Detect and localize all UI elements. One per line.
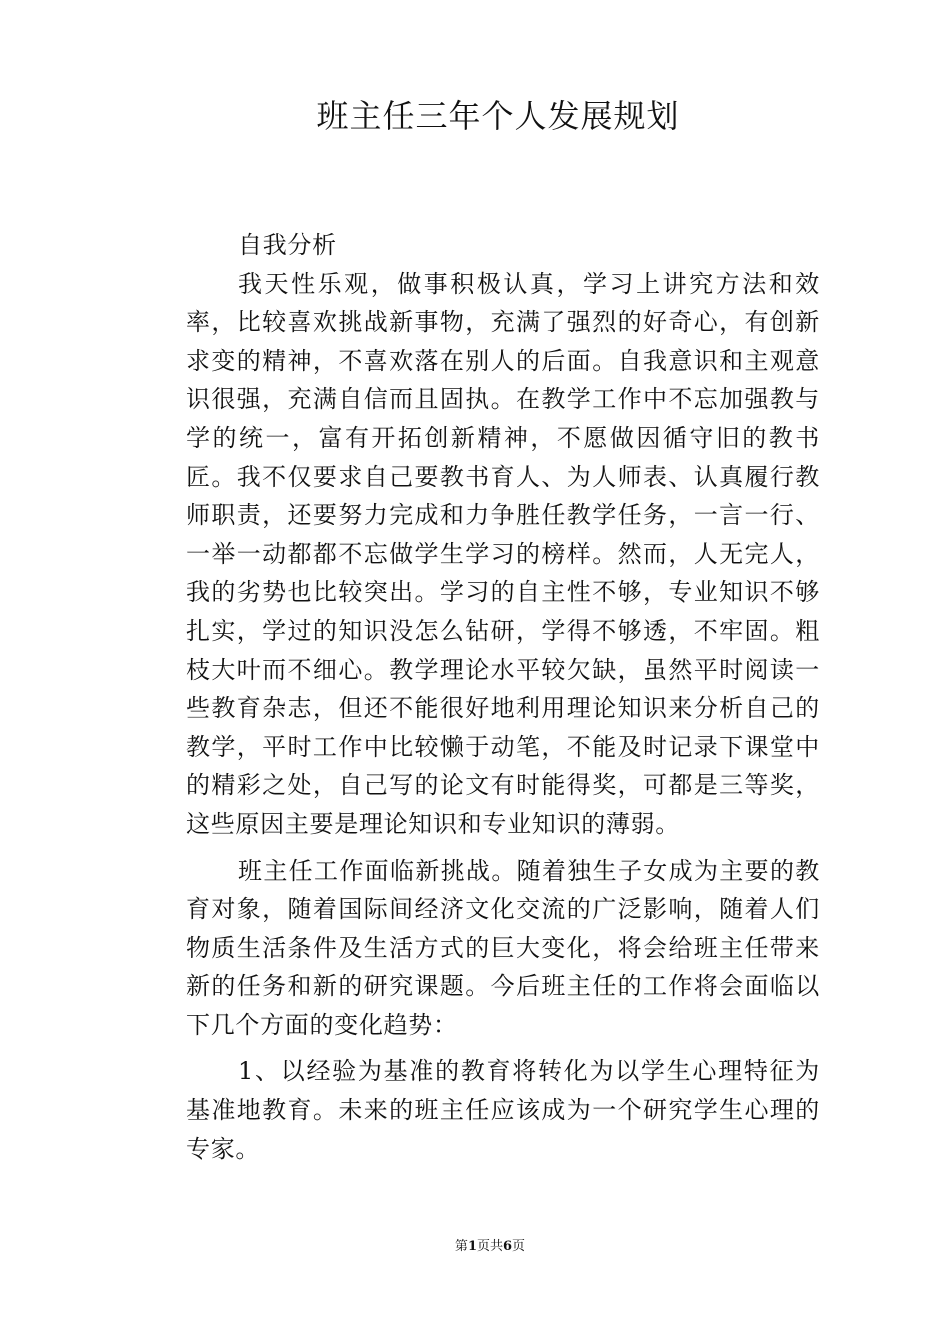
footer-total-pages: 6: [503, 1239, 513, 1254]
document-title: 班主任三年个人发展规划: [316, 97, 680, 135]
paragraph-trend-1: 1、以经验为基准的教育将转化为以学生心理特征为基准地教育。未来的班主任应该成为一个研究学生心理的专家。: [186, 1057, 820, 1163]
footer-suffix: 页: [512, 1239, 526, 1254]
paragraph-self-analysis: 我天性乐观，做事积极认真，学习上讲究方法和效率，比较喜欢挑战新事物，充满了强烈的好奇心，有创新求变的精神，不喜欢落在别人的后面。自我意识和主观意识很强，充满自信而且固执。在教学工作中不忘加强教与学的统一，富有开拓创新精神，不愿做因循守旧的教书匠。我不仅要求自己要教书育人、为人师表、认真履行教师职责，还要努力完成和力争胜任教学任务，一言一行、一举一动都都不忘做学生学习的榜样。然而，人无完人，我的劣势也比较突出。学习的自主性不够，专业知识不够扎实，学过的知识没怎么钻研，学得不够透，不牢固。粗枝大叶而不细心。教学理论水平较欠缺，虽然平时阅读一些教育杂志，但还不能很好地利用理论知识来分析自己的教学，平时工作中比较懒于动笔，不能及时记录下课堂中的精彩之处，自己写的论文有时能得奖，可都是三等奖，这些原因主要是理论知识和专业知识的薄弱。: [186, 269, 820, 838]
paragraph-new-challenges: 班主任工作面临新挑战。随着独生子女成为主要的教育对象，随着国际间经济文化交流的广泛影响，随着人们物质生活条件及生活方式的巨大变化，将会给班主任带来新的任务和新的研究课题。今后班主任的工作将会面临以下几个方面的变化趋势：: [186, 856, 820, 1039]
section-heading: 自我分析: [238, 231, 337, 259]
document-body: [186, 226, 820, 1168]
footer-middle: 页共: [476, 1239, 503, 1254]
page-footer: [0, 1238, 950, 1256]
footer-prefix: 第: [454, 1239, 468, 1254]
footer-current-page: 1: [467, 1239, 477, 1254]
